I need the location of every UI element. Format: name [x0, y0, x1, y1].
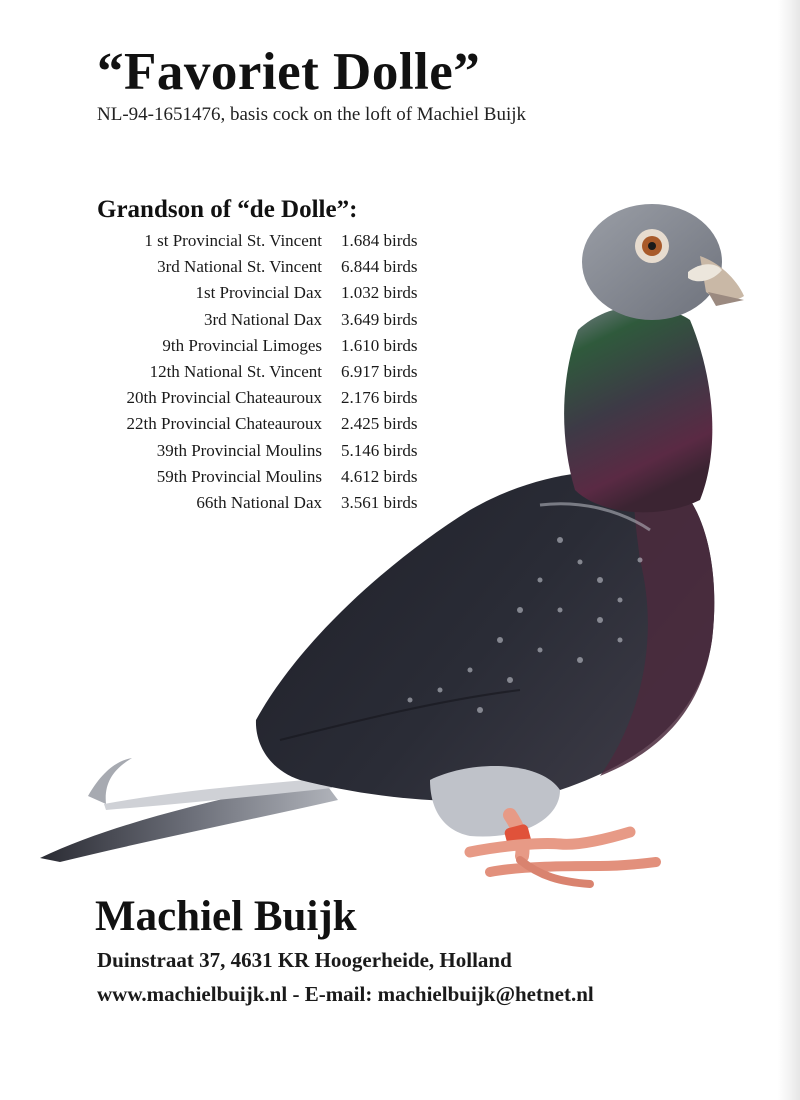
result-race: 3rd National St. Vincent [157, 257, 322, 277]
result-race: 39th Provincial Moulins [156, 440, 322, 460]
result-race: 12th National St. Vincent [149, 361, 322, 381]
result-count: 4.612 birds [341, 466, 418, 486]
result-count: 6.844 birds [341, 257, 418, 277]
result-count: 3.561 birds [341, 492, 418, 512]
result-race: 59th Provincial Moulins [156, 466, 322, 486]
breeder-address: Duinstraat 37, 4631 KR Hoogerheide, Holland [97, 948, 512, 972]
breeder-contact: www.machielbuijk.nl - E-mail: machielbuijk@hetnet.nl [97, 982, 594, 1006]
result-race: 1 st Provincial St. Vincent [144, 231, 322, 250]
result-count: 2.425 birds [341, 414, 418, 434]
result-race: 3rd National Dax [203, 309, 322, 329]
page-title: “Favoriet Dolle” [97, 43, 481, 101]
result-count: 1.032 birds [341, 283, 418, 303]
ring-number-subtitle: NL-94-1651476, basis cock on the loft of Machiel Buijk [97, 104, 527, 125]
result-count: 1.610 birds [341, 335, 418, 355]
result-count: 3.649 birds [341, 309, 418, 329]
pigeon-photo [30, 200, 770, 900]
result-count: 2.176 birds [341, 388, 418, 408]
result-count: 6.917 birds [341, 361, 418, 381]
result-count: 5.146 birds [341, 440, 418, 460]
result-race: 20th Provincial Chateauroux [126, 388, 322, 408]
result-count: 1.684 birds [341, 231, 418, 250]
result-race: 1st Provincial Dax [195, 283, 322, 303]
scan-edge-shadow [778, 0, 800, 1100]
results-heading: Grandson of “de Dolle”: [97, 196, 358, 223]
result-race: 22th Provincial Chateauroux [126, 414, 322, 434]
result-race: 9th Provincial Limoges [162, 335, 322, 355]
result-race: 66th National Dax [196, 492, 322, 512]
breeder-name: Machiel Buijk [95, 893, 357, 940]
